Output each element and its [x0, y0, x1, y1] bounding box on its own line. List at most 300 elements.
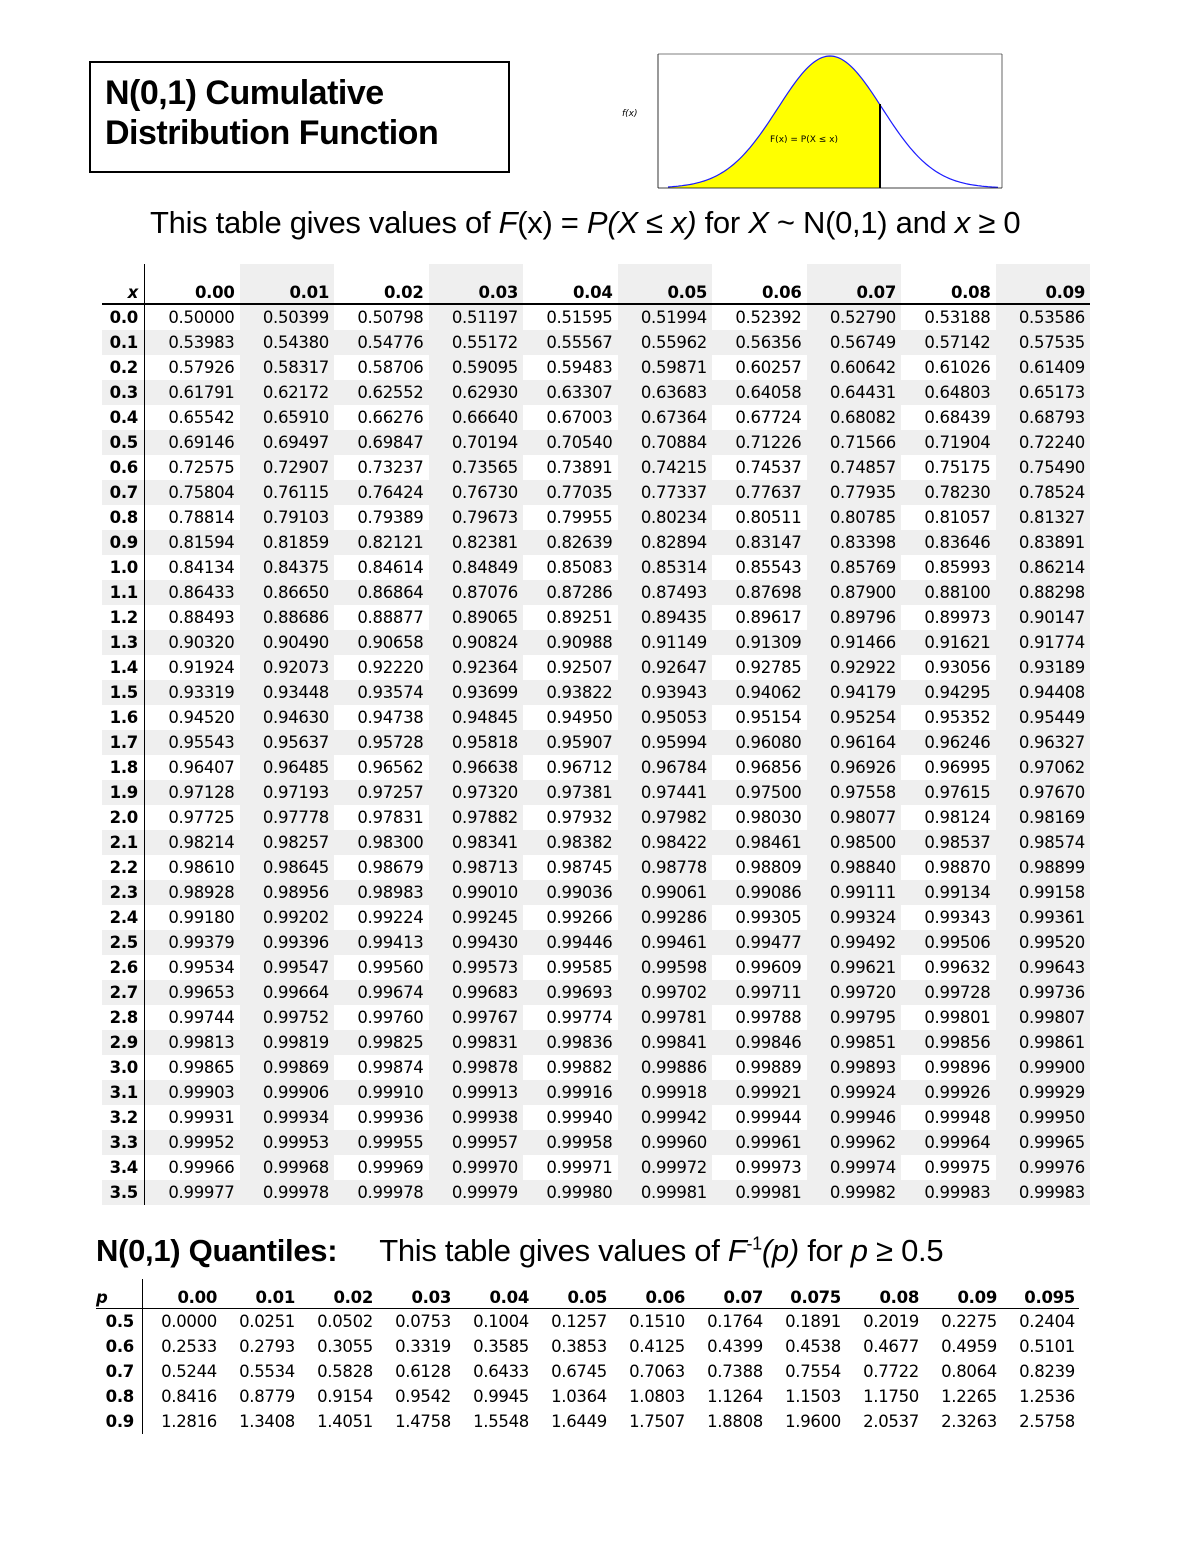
cdf-cell: 0.88298 [996, 580, 1091, 605]
quantiles-cell: 0.4125 [629, 1337, 685, 1356]
cdf-cell: 0.75490 [996, 455, 1091, 480]
cdf-cell: 0.99874 [357, 1058, 424, 1077]
cdf-cell: 0.91621 [901, 630, 996, 655]
cdf-cell: 0.99086 [712, 880, 807, 905]
cdf-cell: 0.99266 [546, 908, 613, 927]
cdf-cell: 0.99965 [996, 1130, 1091, 1155]
cdf-cell: 0.99361 [996, 905, 1091, 930]
cdf-cell: 0.98500 [807, 830, 902, 855]
cdf-cell: 0.96712 [546, 758, 613, 777]
cdf-cell: 0.99913 [429, 1080, 524, 1105]
cdf-cell: 0.53586 [996, 304, 1091, 330]
cdf-cell: 0.69847 [334, 430, 429, 455]
cdf-cell: 0.51197 [429, 304, 524, 330]
cdf-table-row [102, 405, 1090, 430]
quantiles-caption-paren: (p) [761, 1233, 799, 1268]
cdf-cell: 0.95907 [523, 730, 618, 755]
cdf-cell: 0.75175 [924, 458, 991, 477]
cdf-cell: 0.79103 [240, 505, 335, 530]
cdf-cell: 0.99973 [735, 1158, 802, 1177]
cdf-row-header: 2.6 [102, 955, 145, 980]
cdf-cell: 0.97982 [618, 805, 713, 830]
cdf-row-header: 2.4 [102, 905, 145, 930]
cdf-cell: 0.99693 [523, 980, 618, 1005]
quantiles-column-header: 0.07 [689, 1279, 767, 1309]
quantiles-caption-sup: -1 [746, 1233, 762, 1254]
cdf-cell: 0.99728 [901, 980, 996, 1005]
cdf-cell: 0.93189 [996, 655, 1091, 680]
cdf-column-header: 0.05 [618, 264, 713, 304]
cdf-cell: 0.99643 [996, 955, 1091, 980]
cdf-cell: 0.98537 [901, 830, 996, 855]
cdf-cell: 0.78524 [996, 480, 1091, 505]
cdf-cell: 0.99978 [240, 1180, 335, 1205]
cdf-row-header: 2.0 [102, 805, 145, 830]
cdf-cell: 0.54380 [240, 330, 335, 355]
cdf-row-header: 0.3 [102, 380, 145, 405]
cdf-table-row [102, 630, 1090, 655]
shaded-area [668, 56, 880, 188]
cdf-cell: 0.99807 [996, 1005, 1091, 1030]
cdf-cell: 0.99979 [429, 1180, 524, 1205]
quantiles-caption-F: F [727, 1233, 747, 1268]
cdf-column-header: 0.08 [901, 264, 996, 304]
cdf-cell: 0.99379 [145, 930, 240, 955]
cdf-cell: 0.99903 [145, 1080, 240, 1105]
quantiles-cell: 0.5534 [239, 1362, 295, 1381]
quantiles-title: N(0,1) Quantiles: [96, 1233, 338, 1268]
cdf-cell: 0.85083 [546, 558, 613, 577]
cdf-cell: 0.99982 [807, 1180, 902, 1205]
cdf-cell: 0.99831 [429, 1030, 524, 1055]
quantiles-cell: 1.0803 [629, 1387, 685, 1406]
quantiles-row-header: 0.5 [96, 1309, 143, 1335]
cdf-caption [150, 205, 1020, 241]
cdf-cell: 0.72240 [996, 430, 1091, 455]
cdf-cell: 0.51595 [546, 308, 613, 327]
cdf-cell: 0.74537 [735, 458, 802, 477]
cdf-cell: 0.99924 [807, 1080, 902, 1105]
quantiles-cell: 1.2265 [941, 1387, 997, 1406]
cdf-cell: 0.71226 [712, 430, 807, 455]
cdf-cell: 0.60642 [807, 355, 902, 380]
quantiles-row-header: 0.7 [96, 1359, 143, 1384]
cdf-cell: 0.99918 [618, 1080, 713, 1105]
cdf-cell: 0.97128 [145, 780, 240, 805]
cdf-cell: 0.50000 [168, 308, 235, 327]
quantiles-cell: 1.1750 [863, 1387, 919, 1406]
quantiles-table-row [96, 1384, 1079, 1409]
quantiles-cell: 0.1257 [551, 1312, 607, 1331]
quantiles-cell: 0.3319 [395, 1337, 451, 1356]
cdf-cell: 0.67003 [546, 408, 613, 427]
quantiles-cell: 1.7507 [629, 1412, 685, 1431]
cdf-table-row [102, 605, 1090, 630]
cdf-row-header: 3.0 [102, 1055, 145, 1080]
cdf-cell: 0.99906 [240, 1080, 335, 1105]
cdf-cell: 0.99286 [618, 905, 713, 930]
quantiles-cell: 1.8808 [707, 1412, 763, 1431]
cdf-row-header: 0.8 [102, 505, 145, 530]
quantiles-cell: 1.0364 [551, 1387, 607, 1406]
cdf-cell: 0.98679 [357, 858, 424, 877]
cdf-cell: 0.62172 [240, 380, 335, 405]
cdf-table-row [102, 1180, 1090, 1205]
quantiles-column-header: 0.095 [1001, 1279, 1079, 1309]
cdf-cell: 0.99955 [334, 1130, 429, 1155]
cdf-cell: 0.96638 [429, 755, 524, 780]
quantiles-cell: 0.7063 [629, 1362, 685, 1381]
quantiles-cell: 0.8416 [161, 1387, 217, 1406]
cdf-cell: 0.89796 [807, 605, 902, 630]
quantiles-cell: 0.0251 [239, 1312, 295, 1331]
cdf-cell: 0.64058 [712, 380, 807, 405]
cdf-cell: 0.80785 [807, 505, 902, 530]
cdf-cell: 0.99664 [240, 980, 335, 1005]
cdf-cell: 0.99674 [334, 980, 429, 1005]
cdf-cell: 0.99936 [357, 1108, 424, 1127]
quantiles-table-row [96, 1409, 1079, 1434]
cdf-cell: 0.98713 [429, 855, 524, 880]
quantiles-cell: 0.4959 [941, 1337, 997, 1356]
cdf-cell: 0.83891 [996, 530, 1091, 555]
cdf-cell: 0.99744 [168, 1008, 235, 1027]
cdf-table-row [102, 680, 1090, 705]
quantiles-cell: 0.3055 [317, 1337, 373, 1356]
cdf-cell: 0.94062 [712, 680, 807, 705]
cdf-cell: 0.99964 [901, 1130, 996, 1155]
quantiles-caption-end: ≥ 0.5 [867, 1233, 944, 1268]
quantiles-cell: 0.4677 [863, 1337, 919, 1356]
cdf-cell: 0.86650 [240, 580, 335, 605]
cdf-cell: 0.96080 [712, 730, 807, 755]
cdf-cell: 0.99886 [618, 1055, 713, 1080]
quantiles-column-header: 0.09 [923, 1279, 1001, 1309]
cdf-cell: 0.95154 [735, 708, 802, 727]
cdf-cell: 0.99975 [924, 1158, 991, 1177]
cdf-cell: 0.99430 [429, 930, 524, 955]
cdf-row-header: 0.5 [102, 430, 145, 455]
cdf-cell: 0.81327 [996, 505, 1091, 530]
cdf-cell: 0.99889 [735, 1058, 802, 1077]
cdf-table-row [102, 505, 1090, 530]
cdf-cell: 0.92785 [735, 658, 802, 677]
cdf-cell: 0.98257 [240, 830, 335, 855]
cdf-cell: 0.70194 [429, 430, 524, 455]
cdf-cell: 0.99968 [240, 1155, 335, 1180]
cdf-cell: 0.90824 [429, 630, 524, 655]
cdf-cell: 0.90320 [145, 630, 240, 655]
cdf-table-row [102, 1130, 1090, 1155]
cdf-cell: 0.68793 [996, 405, 1091, 430]
cdf-cell: 0.99767 [429, 1005, 524, 1030]
cdf-cell: 0.68439 [924, 408, 991, 427]
cdf-table-row [102, 905, 1090, 930]
quantiles-cell: 0.1004 [473, 1312, 529, 1331]
cdf-caption-inner: (X ≤ x) [607, 205, 697, 240]
cdf-cell: 0.57142 [901, 330, 996, 355]
cdf-cell: 0.99983 [996, 1180, 1091, 1205]
cdf-cell: 0.99813 [145, 1030, 240, 1055]
cdf-row-header: 2.2 [102, 855, 145, 880]
cdf-cell: 0.77035 [523, 480, 618, 505]
quantiles-caption-mid: for [798, 1233, 851, 1268]
cdf-table-row [102, 755, 1090, 780]
quantiles-cell: 1.2536 [1019, 1387, 1075, 1406]
cdf-cell: 0.99520 [996, 930, 1091, 955]
cdf-cell: 0.69146 [145, 430, 240, 455]
quantiles-cell: 0.9945 [473, 1387, 529, 1406]
quantiles-cell: 0.1891 [785, 1312, 841, 1331]
cdf-cell: 0.99962 [807, 1130, 902, 1155]
quantiles-cell: 0.2793 [239, 1337, 295, 1356]
cdf-cell: 0.99970 [429, 1155, 524, 1180]
cdf-cell: 0.99950 [996, 1105, 1091, 1130]
cdf-cell: 0.92364 [429, 655, 524, 680]
cdf-cell: 0.99882 [546, 1058, 613, 1077]
cdf-cell: 0.91149 [618, 630, 713, 655]
cdf-row-header: 1.8 [102, 755, 145, 780]
cdf-cell: 0.98214 [145, 830, 240, 855]
cdf-cell: 0.97500 [712, 780, 807, 805]
cdf-cell: 0.53188 [924, 308, 991, 327]
cdf-cell: 0.97670 [996, 780, 1091, 805]
cdf-cell: 0.81859 [240, 530, 335, 555]
cdf-cell: 0.64803 [901, 380, 996, 405]
cdf-cell: 0.99413 [334, 930, 429, 955]
quantiles-cell: 1.5548 [473, 1412, 529, 1431]
cdf-cell: 0.99926 [901, 1080, 996, 1105]
cdf-cell: 0.98840 [807, 855, 902, 880]
cdf-cell: 0.99547 [240, 955, 335, 980]
cdf-cell: 0.91466 [807, 630, 902, 655]
cdf-cell: 0.81057 [924, 508, 991, 527]
cdf-cell: 0.95053 [618, 705, 713, 730]
cdf-table-row [102, 1005, 1090, 1030]
cdf-cell: 0.99609 [735, 958, 802, 977]
quantiles-cell: 0.2019 [863, 1312, 919, 1331]
cdf-cell: 0.99702 [618, 980, 713, 1005]
cdf-cell: 0.53983 [145, 330, 240, 355]
quantiles-cell: 0.0502 [317, 1312, 373, 1331]
cdf-cell: 0.87493 [618, 580, 713, 605]
cdf-cell: 0.98870 [924, 858, 991, 877]
cdf-table-row [102, 930, 1090, 955]
cdf-cell: 0.67364 [618, 405, 713, 430]
cdf-cell: 0.99781 [618, 1005, 713, 1030]
title-line-2: Distribution Function [105, 114, 439, 152]
cdf-cell: 0.93822 [523, 680, 618, 705]
cdf-caption-end: ≥ 0 [970, 205, 1021, 240]
quantiles-table-row [96, 1334, 1079, 1359]
cdf-cell: 0.71566 [807, 430, 902, 455]
cdf-cell: 0.55962 [618, 330, 713, 355]
cdf-cell: 0.76115 [240, 480, 335, 505]
cdf-cell: 0.90658 [334, 630, 429, 655]
cdf-cell: 0.99202 [240, 905, 335, 930]
cdf-cell: 0.99972 [618, 1155, 713, 1180]
cdf-cell: 0.89973 [924, 608, 991, 627]
cdf-cell: 0.57926 [168, 358, 235, 377]
cdf-cell: 0.83147 [712, 530, 807, 555]
cdf-cell: 0.99560 [357, 958, 424, 977]
quantiles-cell: 0.8239 [1019, 1362, 1075, 1381]
cdf-cell: 0.99938 [429, 1105, 524, 1130]
cdf-row-header: 1.6 [102, 705, 145, 730]
cdf-cell: 0.86433 [145, 580, 240, 605]
cdf-cell: 0.97381 [523, 780, 618, 805]
cdf-cell: 0.99976 [996, 1155, 1091, 1180]
cdf-caption-mid: for [696, 205, 749, 240]
cdf-cell: 0.98077 [807, 805, 902, 830]
cdf-cell: 0.55172 [429, 330, 524, 355]
quantiles-table-row [96, 1309, 1079, 1335]
cdf-row-header: 2.3 [102, 880, 145, 905]
cdf-table-row [102, 455, 1090, 480]
cdf-cell: 0.99134 [901, 880, 996, 905]
cdf-cell: 0.99621 [807, 955, 902, 980]
cdf-cell: 0.99836 [523, 1030, 618, 1055]
cdf-cell: 0.99477 [712, 930, 807, 955]
cdf-row-header: 2.9 [102, 1030, 145, 1055]
cdf-cell: 0.77337 [618, 480, 713, 505]
quantiles-cell: 1.3408 [239, 1412, 295, 1431]
cdf-cell: 0.99958 [523, 1130, 618, 1155]
quantiles-cell: 1.2816 [161, 1412, 217, 1431]
quantiles-cell: 0.5244 [161, 1362, 217, 1381]
cdf-row-header: 3.3 [102, 1130, 145, 1155]
quantiles-row-header: 0.9 [96, 1409, 143, 1434]
cdf-cell: 0.99960 [618, 1130, 713, 1155]
cdf-cell: 0.90988 [523, 630, 618, 655]
cdf-cell: 0.85993 [924, 558, 991, 577]
cdf-cell: 0.99861 [996, 1030, 1091, 1055]
cdf-cell: 0.88877 [357, 608, 424, 627]
cdf-cell: 0.99573 [429, 955, 524, 980]
quantiles-column-header: 0.03 [377, 1279, 455, 1309]
cdf-row-header: 3.5 [102, 1180, 145, 1205]
cdf-cell: 0.95728 [334, 730, 429, 755]
cdf-row-header: 0.4 [102, 405, 145, 430]
cdf-cell: 0.63683 [618, 380, 713, 405]
quantiles-cell: 0.7554 [785, 1362, 841, 1381]
cdf-cell: 0.51994 [618, 304, 713, 330]
quantiles-column-header: 0.02 [299, 1279, 377, 1309]
cdf-cell: 0.87698 [712, 580, 807, 605]
quantiles-cell: 0.6128 [395, 1362, 451, 1381]
cdf-cell: 0.62552 [334, 380, 429, 405]
cdf-column-header: 0.06 [712, 264, 807, 304]
cdf-cell: 0.99983 [901, 1180, 996, 1205]
cdf-cell: 0.95994 [618, 730, 713, 755]
cdf-cell: 0.74215 [618, 455, 713, 480]
quantiles-row-header: 0.6 [96, 1334, 143, 1359]
cdf-cell: 0.99948 [924, 1108, 991, 1127]
quantiles-cell: 1.6449 [551, 1412, 607, 1431]
cdf-cell: 0.88493 [168, 608, 235, 627]
cdf-cell: 0.57535 [996, 330, 1091, 355]
cdf-cell: 0.97725 [168, 808, 235, 827]
quantiles-cell: 0.3853 [551, 1337, 607, 1356]
cdf-table-wrapper [102, 264, 1090, 1205]
cdf-caption-tail: ~ N(0,1) and [768, 205, 955, 240]
cdf-cell: 0.61409 [996, 355, 1091, 380]
cdf-cell: 0.99952 [145, 1130, 240, 1155]
cdf-cell: 0.99036 [523, 880, 618, 905]
cdf-cell: 0.79673 [429, 505, 524, 530]
cdf-cell: 0.99846 [712, 1030, 807, 1055]
cdf-cell: 0.76424 [334, 480, 429, 505]
cdf-cell: 0.69497 [240, 430, 335, 455]
cdf-cell: 0.77935 [807, 480, 902, 505]
cdf-cell: 0.98809 [735, 858, 802, 877]
cdf-cell: 0.98030 [735, 808, 802, 827]
cdf-table-row [102, 330, 1090, 355]
cdf-header-row [102, 264, 1090, 304]
cdf-corner-header: x [102, 264, 145, 304]
cdf-row-header: 0.2 [102, 355, 145, 380]
cdf-table-row [102, 855, 1090, 880]
cdf-cell: 0.99825 [334, 1030, 429, 1055]
cdf-cell: 0.98124 [924, 808, 991, 827]
y-axis-label: f(x) [622, 109, 638, 119]
cdf-cell: 0.97193 [240, 780, 335, 805]
cdf-column-header: 0.04 [523, 264, 618, 304]
cdf-cell: 0.99752 [240, 1005, 335, 1030]
cdf-cell: 0.99585 [546, 958, 613, 977]
cdf-cell: 0.88686 [240, 605, 335, 630]
cdf-cell: 0.99896 [924, 1058, 991, 1077]
quantiles-cell: 0.5101 [1019, 1337, 1075, 1356]
quantiles-cell: 0.7388 [707, 1362, 763, 1381]
cdf-table-row [102, 1030, 1090, 1055]
quantiles-column-header: 0.00 [143, 1279, 222, 1309]
cdf-table-row [102, 304, 1090, 330]
quantiles-table-wrapper [96, 1279, 1079, 1434]
quantiles-cell: 0.8779 [239, 1387, 295, 1406]
cdf-row-header: 1.1 [102, 580, 145, 605]
quantiles-column-header: 0.04 [455, 1279, 533, 1309]
cdf-cell: 0.99921 [712, 1080, 807, 1105]
cdf-cell: 0.86864 [334, 580, 429, 605]
cdf-table-row [102, 555, 1090, 580]
cdf-cell: 0.96784 [618, 755, 713, 780]
cdf-cell: 0.92073 [240, 655, 335, 680]
cdf-table-row [102, 805, 1090, 830]
cdf-cell: 0.56749 [807, 330, 902, 355]
cdf-cell: 0.60257 [735, 358, 802, 377]
cdf-cell: 0.92507 [546, 658, 613, 677]
cdf-cell: 0.98169 [996, 805, 1091, 830]
cdf-cell: 0.98382 [523, 830, 618, 855]
cdf-cell: 0.99598 [618, 955, 713, 980]
cdf-cell: 0.99683 [429, 980, 524, 1005]
cdf-row-header: 3.2 [102, 1105, 145, 1130]
cdf-cell: 0.98983 [334, 880, 429, 905]
cdf-cell: 0.74857 [807, 455, 902, 480]
cdf-cell: 0.98610 [168, 858, 235, 877]
cdf-row-header: 2.7 [102, 980, 145, 1005]
quantiles-cell: 1.4051 [317, 1412, 373, 1431]
quantiles-cell: 0.9542 [395, 1387, 451, 1406]
cdf-cell: 0.85769 [807, 555, 902, 580]
cdf-caption-P: P [586, 205, 608, 240]
cdf-cell: 0.97441 [618, 780, 713, 805]
cdf-cell: 0.93699 [429, 680, 524, 705]
quantiles-column-header: 0.05 [533, 1279, 611, 1309]
cdf-cell: 0.79389 [357, 508, 424, 527]
cdf-row-header: 2.1 [102, 830, 145, 855]
